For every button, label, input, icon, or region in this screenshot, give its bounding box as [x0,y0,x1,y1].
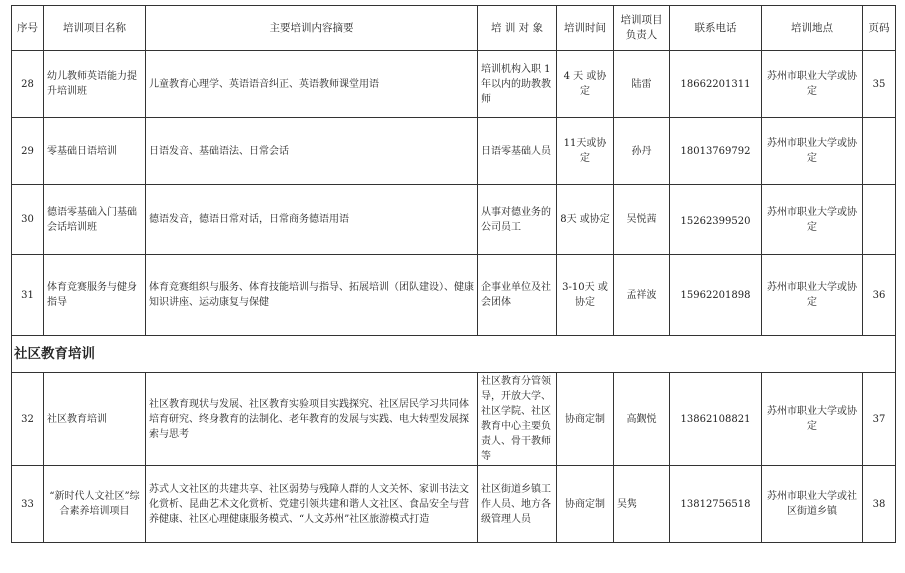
header-page: 页码 [863,6,896,51]
cell-duration: 协商定制 [557,466,614,543]
cell-no: 33 [12,466,44,543]
header-name: 培训项目名称 [44,6,146,51]
cell-page [863,185,896,255]
cell-target: 企事业单位及社会团体 [478,255,557,336]
cell-leader: 陆雷 [614,51,670,118]
training-table [11,5,896,543]
cell-leader: 孙丹 [614,118,670,185]
cell-target: 日语零基础人员 [478,118,557,185]
cell-leader: 吴悦茜 [614,185,670,255]
cell-no: 30 [12,185,44,255]
cell-duration: 11天或协定 [557,118,614,185]
cell-page: 36 [863,255,896,336]
cell-name: 德语零基础入门基础会话培训班 [44,185,146,255]
cell-name: 体育竞赛服务与健身指导 [44,255,146,336]
cell-target: 培训机构入职 1 年以内的助教教师 [478,51,557,118]
cell-duration: 协商定制 [557,373,614,466]
cell-name: 社区教育培训 [44,373,146,466]
cell-leader: 孟祥波 [614,255,670,336]
cell-page [863,118,896,185]
cell-name: “新时代人文社区”综合素养培训项目 [44,466,146,543]
cell-page: 37 [863,373,896,466]
cell-location: 苏州市职业大学或协定 [762,51,863,118]
cell-no: 32 [12,373,44,466]
table-row [12,185,896,255]
cell-phone: 18662201311 [670,51,762,118]
cell-name: 零基础日语培训 [44,118,146,185]
header-content: 主要培训内容摘要 [146,6,478,51]
table-row [12,255,896,336]
header-target: 培 训 对 象 [478,6,557,51]
cell-no: 29 [12,118,44,185]
cell-leader: 吴隽 [614,466,670,543]
cell-phone: 13862108821 [670,373,762,466]
cell-name: 幼儿教师英语能力提升培训班 [44,51,146,118]
cell-content: 社区教育现状与发展、社区教育实验项目实践探究、社区居民学习共同体培育研究、终身教育的法制化、老年教育的发展与实践、电大转型发展探索与思考 [146,373,478,466]
cell-phone: 15962201898 [670,255,762,336]
cell-duration: 8天 或协定 [557,185,614,255]
cell-no: 28 [12,51,44,118]
cell-page: 38 [863,466,896,543]
cell-content: 苏式人文社区的共建共享、社区弱势与残障人群的人文关怀、家训书法文化赏析、昆曲艺术文化赏析、党建引领共建和谐人文社区、食品安全与营养健康、社区心理健康服务模式、“人文苏州”社区旅游模式打造 [146,466,478,543]
header-leader: 培训项目负责人 [614,6,670,51]
cell-leader: 高觐悦 [614,373,670,466]
cell-phone: 13812756518 [670,466,762,543]
header-duration: 培训时间 [557,6,614,51]
cell-content: 德语发音，德语日常对话，日常商务德语用语 [146,185,478,255]
header-no: 序号 [12,6,44,51]
cell-content: 日语发音、基础语法、日常会话 [146,118,478,185]
training-catalog-sheet [11,5,895,543]
cell-location: 苏州市职业大学或协定 [762,185,863,255]
cell-location: 苏州市职业大学或协定 [762,118,863,185]
cell-target: 从事对德业务的公司员工 [478,185,557,255]
table-row [12,373,896,466]
cell-page: 35 [863,51,896,118]
table-row [12,118,896,185]
table-row [12,466,896,543]
cell-phone: 18013769792 [670,118,762,185]
cell-no: 31 [12,255,44,336]
cell-content: 体育竞赛组织与服务、体育技能培训与指导、拓展培训（团队建设）、健康知识讲座、运动康复与保健 [146,255,478,336]
table-row [12,51,896,118]
cell-location: 苏州市职业大学或协定 [762,373,863,466]
header-phone: 联系电话 [670,6,762,51]
cell-duration: 4 天 或协定 [557,51,614,118]
cell-duration: 3-10天 或协定 [557,255,614,336]
header-location: 培训地点 [762,6,863,51]
cell-phone: 15262399520 [670,185,762,255]
section-title: 社区教育培训 [12,336,896,373]
cell-target: 社区街道乡镇工作人员、地方各级管理人员 [478,466,557,543]
cell-target: 社区教育分管领导，开放大学、社区学院、社区教育中心主要负责人、骨干教师等 [478,373,557,466]
table-header-row [12,6,896,51]
cell-content: 儿童教育心理学、英语语音纠正、英语教师课堂用语 [146,51,478,118]
section-row [12,336,896,373]
cell-location: 苏州市职业大学或协定 [762,255,863,336]
cell-location: 苏州市职业大学或社区街道乡镇 [762,466,863,543]
